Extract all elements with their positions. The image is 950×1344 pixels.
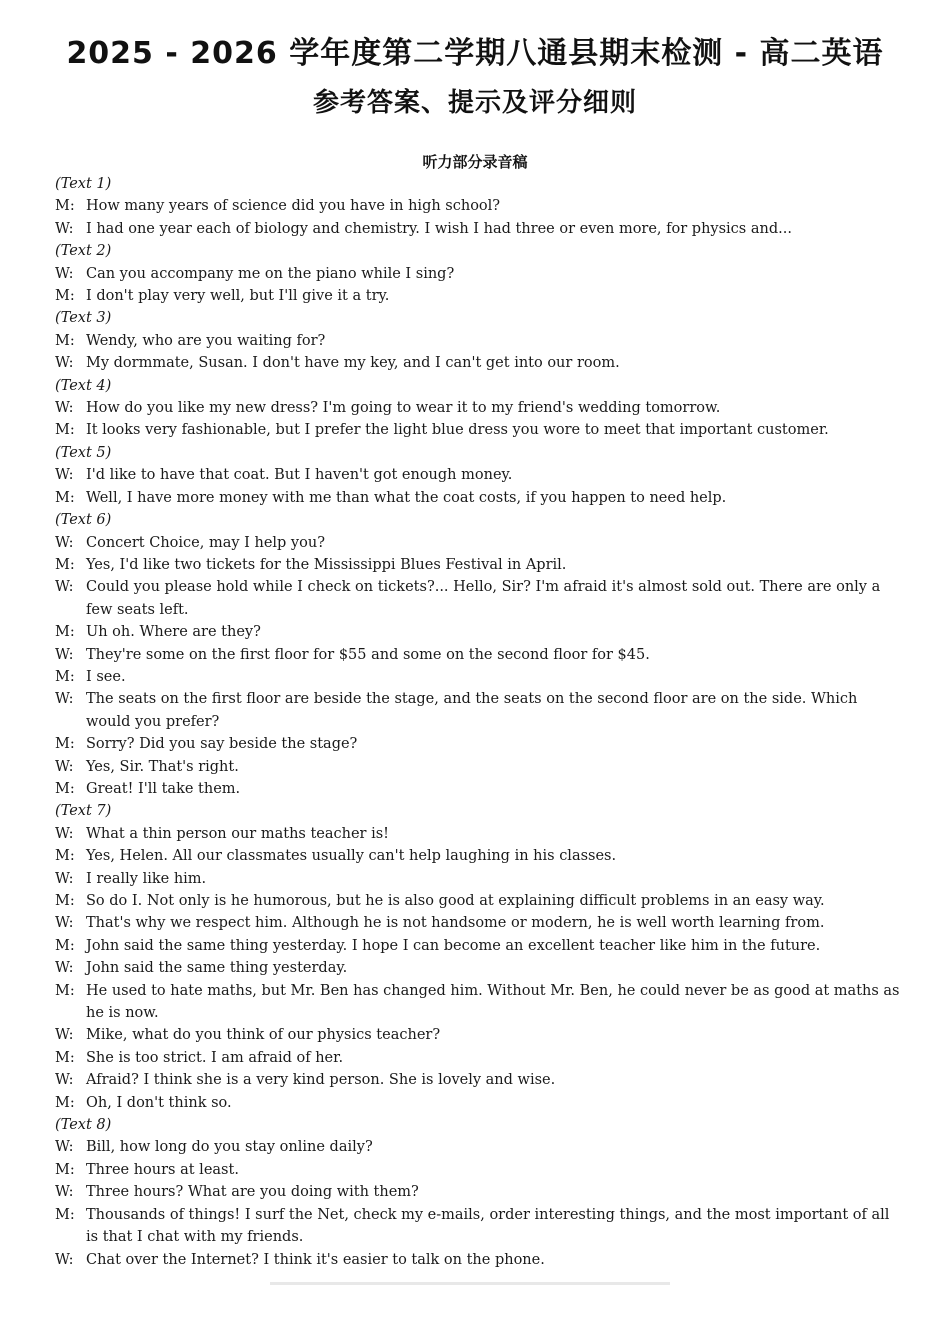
utterance-text: Well, I have more money with me than what the coat costs, if you happen to need help. bbox=[86, 489, 727, 506]
utterance-text: Three hours? What are you doing with them? bbox=[86, 1184, 419, 1201]
text-marker-label: (Text 6) bbox=[55, 512, 112, 529]
utterance-text: I really like him. bbox=[86, 870, 207, 887]
speaker-label: M: bbox=[55, 893, 75, 909]
dialogue-line bbox=[55, 352, 900, 374]
utterance-text: What a thin person our maths teacher is! bbox=[86, 825, 389, 842]
speaker-label: M: bbox=[55, 736, 75, 753]
text-marker-label: (Text 4) bbox=[55, 377, 112, 394]
speaker-label: W: bbox=[55, 1251, 74, 1268]
dialogue-line bbox=[55, 912, 900, 934]
text-marker bbox=[55, 240, 900, 262]
speaker-label: W: bbox=[55, 467, 74, 484]
dialogue-line bbox=[55, 733, 900, 755]
speaker-label: W: bbox=[55, 646, 74, 663]
text-marker bbox=[55, 173, 900, 195]
speaker-label: W: bbox=[55, 1139, 74, 1156]
speaker-label: W: bbox=[55, 579, 74, 596]
utterance-text: John said the same thing yesterday. I hope I can become an excellent teacher like him in the future. bbox=[86, 937, 821, 954]
utterance-text: Three hours at least. bbox=[86, 1161, 239, 1178]
dialogue-line bbox=[55, 1047, 900, 1069]
speaker-label: M: bbox=[55, 288, 75, 305]
speaker-label: W: bbox=[55, 758, 74, 775]
page-header bbox=[0, 0, 950, 70]
dialogue-line bbox=[55, 1159, 900, 1181]
utterance-text: Chat over the Internet? I think it's easier to talk on the phone. bbox=[86, 1251, 545, 1268]
dialogue-line bbox=[55, 980, 900, 1025]
dialogue-line bbox=[55, 621, 900, 643]
text-marker bbox=[55, 1114, 900, 1136]
dialogue-line bbox=[55, 935, 900, 957]
speaker-label: M: bbox=[55, 198, 75, 215]
speaker-label: W: bbox=[55, 960, 74, 977]
speaker-label: M: bbox=[55, 937, 75, 954]
utterance-text: I had one year each of biology and chemistry. I wish I had three or even more, for physics and... bbox=[86, 220, 792, 237]
exam-title: 2025 - 2026 学年度第二学期八通县期末检测 - 高二英语 bbox=[66, 36, 884, 70]
text-marker bbox=[55, 509, 900, 531]
speaker-label: W: bbox=[55, 691, 74, 708]
speaker-label: W: bbox=[55, 355, 74, 372]
speaker-label: M: bbox=[55, 780, 75, 797]
dialogue-line bbox=[55, 823, 900, 845]
utterance-text: Wendy, who are you waiting for? bbox=[86, 332, 326, 349]
dialogue-line bbox=[55, 1092, 900, 1114]
dialogue-line bbox=[55, 464, 900, 486]
utterance-text: They're some on the first floor for $55 and some on the second floor for $45. bbox=[86, 646, 650, 663]
utterance-text: Thousands of things! I surf the Net, check my e-mails, order interesting things, and the most important of all is that I chat with my friends. bbox=[86, 1206, 890, 1246]
utterance-text: Yes, Helen. All our classmates usually can't help laughing in his classes. bbox=[86, 848, 617, 865]
speaker-label: M: bbox=[55, 1049, 75, 1066]
text-marker bbox=[55, 800, 900, 822]
text-marker-label: (Text 2) bbox=[55, 243, 112, 260]
dialogue-line bbox=[55, 330, 900, 352]
utterance-text: The seats on the first floor are beside the stage, and the seats on the second floor are on the side. Which would you prefer? bbox=[86, 691, 858, 730]
dialogue-line bbox=[55, 554, 900, 576]
text-marker bbox=[55, 375, 900, 397]
utterance-text: My dormmate, Susan. I don't have my key, and I can't get into our room. bbox=[86, 355, 620, 372]
utterance-text: Bill, how long do you stay online daily? bbox=[86, 1139, 373, 1156]
utterance-text: Sorry? Did you say beside the stage? bbox=[86, 736, 358, 753]
speaker-label: W: bbox=[55, 870, 74, 887]
dialogue-line bbox=[55, 397, 900, 419]
text-marker bbox=[55, 442, 900, 464]
speaker-label: M: bbox=[55, 848, 75, 865]
speaker-label: W: bbox=[55, 1027, 74, 1044]
speaker-label: W: bbox=[55, 265, 74, 282]
dialogue-line bbox=[55, 1181, 900, 1203]
speaker-label: M: bbox=[55, 422, 75, 439]
utterance-text: John said the same thing yesterday. bbox=[86, 960, 348, 977]
dialogue-line bbox=[55, 868, 900, 890]
text-marker-label: (Text 1) bbox=[55, 176, 112, 192]
dialogue-line bbox=[55, 644, 900, 666]
dialogue-line bbox=[55, 1249, 900, 1271]
utterance-text: Afraid? I think she is a very kind person. She is lovely and wise. bbox=[86, 1072, 556, 1089]
speaker-label: M: bbox=[55, 556, 75, 573]
dialogue-line bbox=[55, 1136, 900, 1158]
utterance-text: Could you please hold while I check on tickets?... Hello, Sir? I'm afraid it's almost sold out. There are only a few seats left. bbox=[86, 579, 881, 618]
utterance-text: How do you like my new dress? I'm going to wear it to my friend's wedding tomorrow. bbox=[86, 400, 721, 417]
utterance-text: That's why we respect him. Although he is not handsome or modern, he is well worth learning from. bbox=[86, 915, 825, 932]
speaker-label: M: bbox=[55, 624, 75, 641]
utterance-text: Can you accompany me on the piano while I sing? bbox=[86, 265, 455, 282]
dialogue-line bbox=[55, 487, 900, 509]
dialogue-line bbox=[55, 688, 900, 733]
dialogue-line bbox=[55, 666, 900, 688]
utterance-text: I'd like to have that coat. But I haven't got enough money. bbox=[86, 467, 513, 484]
speaker-label: W: bbox=[55, 1072, 74, 1089]
speaker-label: M: bbox=[55, 489, 75, 506]
dialogue-line bbox=[55, 218, 900, 240]
speaker-label: M: bbox=[55, 1206, 75, 1223]
dialogue-line bbox=[55, 756, 900, 778]
dialogue-line bbox=[55, 1069, 900, 1091]
section-title: 听力部分录音稿 bbox=[422, 153, 528, 171]
dialogue-line bbox=[55, 1204, 900, 1249]
utterance-text: Yes, I'd like two tickets for the Mississippi Blues Festival in April. bbox=[86, 556, 567, 573]
dialogue-line bbox=[55, 890, 900, 912]
utterance-text: So do I. Not only is he humorous, but he is also good at explaining difficult problems in an easy way. bbox=[86, 893, 825, 909]
speaker-label: M: bbox=[55, 332, 75, 349]
speaker-label: M: bbox=[55, 668, 75, 685]
listening-transcript bbox=[55, 173, 900, 1271]
utterance-text: I see. bbox=[86, 668, 126, 685]
utterance-text: Concert Choice, may I help you? bbox=[86, 534, 325, 551]
utterance-text: Yes, Sir. That's right. bbox=[86, 758, 239, 775]
speaker-label: W: bbox=[55, 825, 74, 842]
speaker-label: W: bbox=[55, 220, 74, 237]
speaker-label: W: bbox=[55, 400, 74, 417]
footer-divider bbox=[270, 1282, 670, 1285]
speaker-label: W: bbox=[55, 1184, 74, 1201]
dialogue-line bbox=[55, 419, 900, 441]
speaker-label: W: bbox=[55, 534, 74, 551]
dialogue-line bbox=[55, 845, 900, 867]
answer-key-title: 参考答案、提示及评分细则 bbox=[312, 88, 637, 118]
dialogue-line bbox=[55, 957, 900, 979]
text-marker bbox=[55, 307, 900, 329]
speaker-label: M: bbox=[55, 982, 75, 999]
dialogue-line bbox=[55, 263, 900, 285]
utterance-text: How many years of science did you have in high school? bbox=[86, 198, 501, 215]
speaker-label: W: bbox=[55, 915, 74, 932]
utterance-text: Great! I'll take them. bbox=[86, 780, 241, 797]
utterance-text: He used to hate maths, but Mr. Ben has changed him. Without Mr. Ben, he could never be as good at maths as he is now. bbox=[86, 982, 900, 1022]
text-marker-label: (Text 5) bbox=[55, 444, 112, 461]
speaker-label: M: bbox=[55, 1094, 75, 1111]
text-marker-label: (Text 3) bbox=[55, 310, 112, 327]
dialogue-line bbox=[55, 285, 900, 307]
text-marker-label: (Text 8) bbox=[55, 1117, 112, 1134]
utterance-text: Uh oh. Where are they? bbox=[86, 624, 261, 641]
utterance-text: She is too strict. I am afraid of her. bbox=[86, 1049, 344, 1066]
dialogue-line bbox=[55, 778, 900, 800]
text-marker-label: (Text 7) bbox=[55, 803, 112, 820]
utterance-text: I don't play very well, but I'll give it a try. bbox=[86, 288, 390, 305]
speaker-label: M: bbox=[55, 1161, 75, 1178]
dialogue-line bbox=[55, 532, 900, 554]
dialogue-line bbox=[55, 1024, 900, 1046]
utterance-text: It looks very fashionable, but I prefer the light blue dress you wore to meet that important customer. bbox=[86, 422, 829, 439]
dialogue-line bbox=[55, 195, 900, 217]
utterance-text: Oh, I don't think so. bbox=[86, 1094, 232, 1111]
utterance-text: Mike, what do you think of our physics teacher? bbox=[86, 1027, 441, 1044]
dialogue-line bbox=[55, 576, 900, 621]
